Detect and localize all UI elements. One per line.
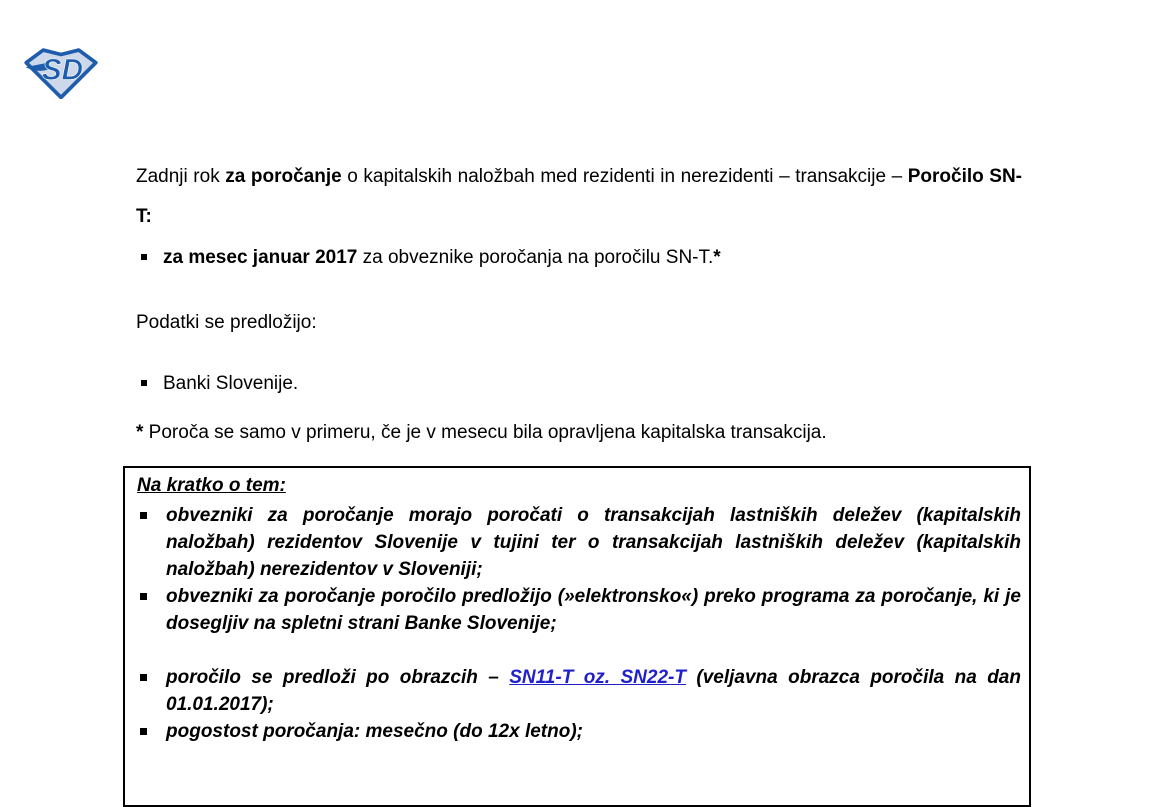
item-3-post: (veljavna obrazca poročila na dan 01.01.2017);	[166, 667, 1021, 715]
intro-paragraph	[136, 157, 1022, 237]
footnote	[136, 422, 1022, 443]
info-box-item-1	[137, 502, 1021, 583]
intro-bold-porocanje: za poročanje	[225, 166, 342, 187]
bullet-square-icon	[140, 728, 147, 735]
bullet-square-icon	[140, 593, 147, 600]
info-box-item-2-text: obvezniki za poročanje poročilo predložijo (»elektronsko«) preko programa za poročanje, ki je dosegljiv na spletni strani Banke Slovenije;	[166, 586, 1021, 634]
deadline-item-text	[163, 247, 721, 268]
info-box-title: Na kratko o tem:	[137, 475, 286, 496]
intro-text-2: o kapitalskih naložbah med rezidenti in nerezidenti – transakcije –	[341, 166, 908, 187]
bullet-square-icon	[140, 512, 147, 519]
deadline-bold: za mesec januar 2017	[163, 247, 358, 268]
intro-bold-porocilo-snt: Poročilo SN-T:	[136, 166, 1023, 227]
info-box-item-3-text	[166, 667, 1021, 715]
bullet-square-icon	[141, 254, 147, 260]
blank-line	[137, 637, 1021, 664]
info-box-item-1-text: obvezniki za poročanje morajo poročati o transakcijah lastniških deležev (kapitalskih naložbah) rezidentov Slovenije v tujini ter o transakcijah lastniških deležev (kapitalskih naložbah) nerezidentov v Sloveniji;	[166, 505, 1021, 580]
submit-list-item	[136, 373, 1049, 394]
footnote-asterisk: *	[136, 422, 144, 443]
logo-letters: SD	[41, 53, 84, 87]
info-box	[123, 466, 1031, 807]
footnote-text: Poroča se samo v primeru, če je v mesecu bila opravljena kapitalska transakcija.	[143, 422, 827, 443]
bullet-square-icon	[141, 380, 147, 386]
submit-heading: Podatki se predložijo:	[136, 312, 317, 333]
deadline-normal: za obveznike poročanja na poročilu SN-T.	[357, 247, 714, 268]
intro-text-1: Zadnji rok	[136, 166, 226, 187]
item-3-pre: poročilo se predloži po obrazcih –	[166, 667, 510, 688]
deadline-asterisk: *	[713, 247, 721, 268]
sd-shield-logo	[24, 47, 98, 99]
info-box-item-3	[137, 664, 1021, 718]
info-box-item-4-text: pogostost poročanja: mesečno (do 12x letno);	[166, 721, 583, 742]
bullet-square-icon	[140, 674, 147, 681]
info-box-item-4	[137, 718, 1021, 745]
sn11t-sn22t-link[interactable]: SN11-T oz. SN22-T	[509, 667, 686, 688]
info-box-item-2	[137, 583, 1021, 637]
deadline-list-item	[136, 247, 1049, 268]
submit-item-text: Banki Slovenije.	[163, 373, 299, 394]
